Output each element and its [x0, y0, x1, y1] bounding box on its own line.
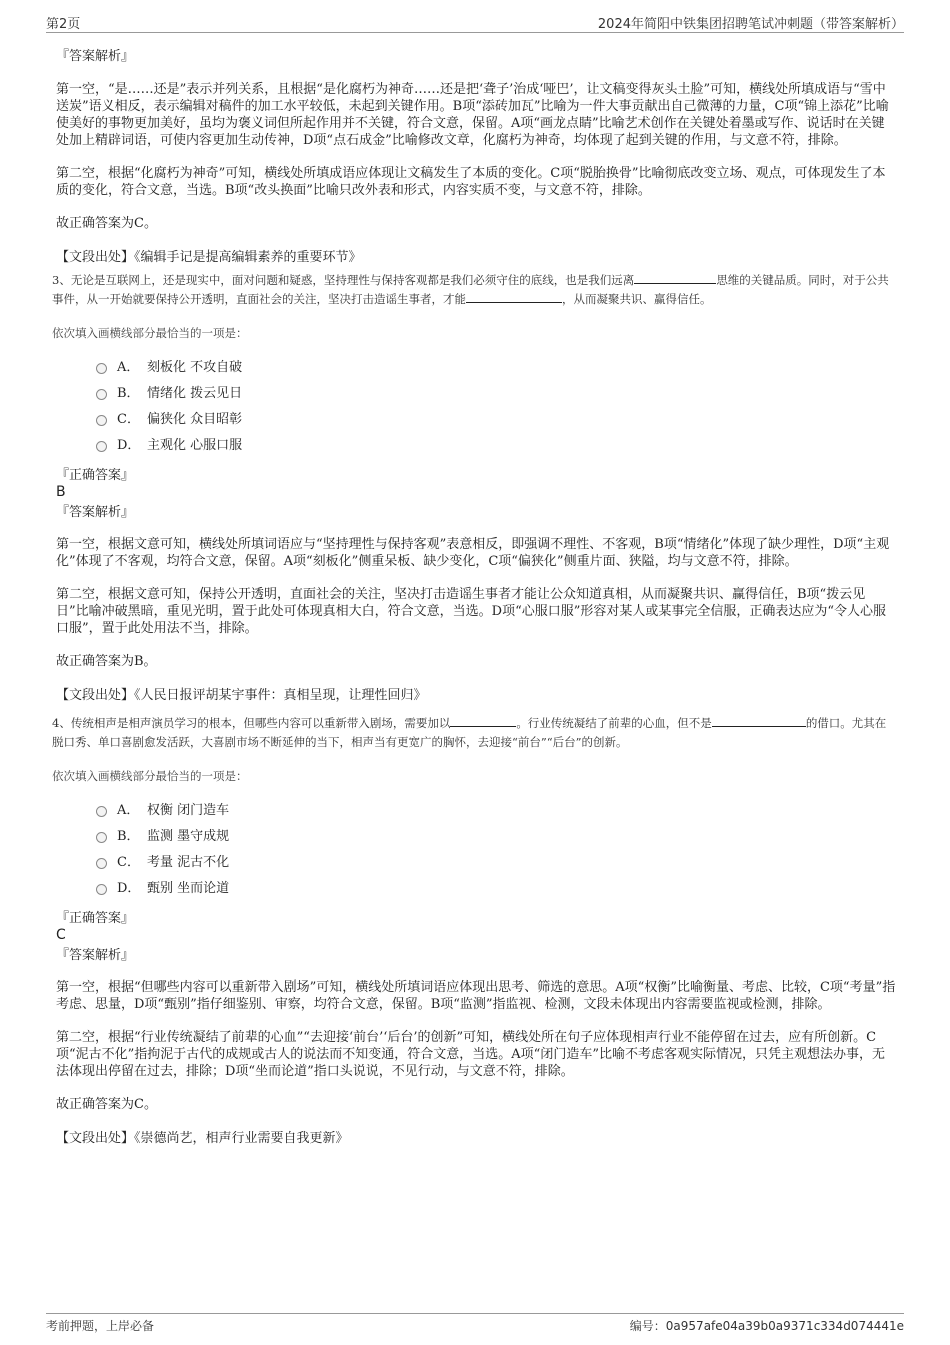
q4-correct-label: 『正确答案』	[56, 911, 135, 926]
q3-blank-2	[466, 290, 562, 303]
q4-analysis-para1: 第一空，根据“但哪些内容可以重新带入剧场”可知，横线处所填词语应体现出思考、筛选的意思。A项“权衡”比喻衡量、考虑、比较，C项“考量”指考虑、思量，D项“甄别”指仔细鉴别、审察，均符合文意，保留。B项“监测”指监视、检测，文段未体现出内容需要监视或检测，排除。	[56, 980, 896, 1012]
page-header	[46, 10, 904, 33]
q3-correct-answer: B	[56, 484, 66, 500]
q4-option-a[interactable]	[96, 798, 896, 824]
radio-icon[interactable]	[96, 363, 107, 374]
q2-analysis-para1: 第一空，“是……还是”表示并列关系，且根据“是化腐朽为神奇……还是把‘聋子’治成‘哑巴’，让文稿变得灰头土脸”可知，横线处所填成语与“雪中送炭”语义相反，表示编辑对稿件的加工水平较低，未起到关键作用。B项“添砖加瓦”比喻为一件大事贡献出自己微薄的力量，C项“锦上添花”比喻使美好的事物更加美好，虽均为褒义词但所起作用并不关键，符合文意，保留。A项“画龙点睛”比喻艺术创作在关键处着墨或写作、说话时在关键处加上精辟词语，可使内容更加生动传神，D项“点石成金”比喻修改文章，化腐朽为神奇，均体现了起到关键的作用，与文意不符，排除。	[56, 82, 889, 148]
q4-blank-1	[450, 714, 516, 727]
q3-stem-part1: 3、无论是互联网上，还是现实中，面对问题和疑惑，坚持理性与保持客观都是我们必须守住的底线，也是我们远离	[52, 273, 635, 287]
q4-stem	[52, 714, 896, 752]
q4-conclusion: 故正确答案为C。	[56, 1097, 157, 1112]
option-letter: A．	[117, 360, 140, 375]
q4-correct-answer: C	[56, 927, 66, 943]
option-letter: C．	[117, 412, 140, 427]
q3-source: 【文段出处】《人民日报评胡某宇事件：真相呈现，让理性回归》	[56, 688, 427, 703]
option-letter: A．	[117, 803, 140, 818]
page-footer	[46, 1313, 904, 1334]
q4-analysis-label: 『答案解析』	[56, 948, 135, 963]
q4-stem-part2: 。行业传统凝结了前辈的心血，但不是	[516, 716, 712, 730]
main-content	[52, 44, 896, 1147]
q4-stem-part1: 4、传统相声是相声演员学习的根本，但哪些内容可以重新带入剧场，需要加以	[52, 716, 451, 730]
radio-icon[interactable]	[96, 806, 107, 817]
footer-slogan: 考前押题，上岸必备	[46, 1319, 155, 1333]
radio-icon[interactable]	[96, 415, 107, 426]
q2-analysis-label: 『答案解析』	[56, 49, 135, 64]
option-text: 权衡 闭门造车	[147, 803, 230, 818]
q3-option-a[interactable]	[96, 355, 896, 381]
q4-source: 【文段出处】《崇德尚艺，相声行业需要自我更新》	[56, 1131, 349, 1146]
q3-analysis-label: 『答案解析』	[56, 505, 135, 520]
q3-stem	[52, 271, 896, 309]
q3-conclusion: 故正确答案为B。	[56, 654, 157, 669]
option-letter: D．	[117, 881, 141, 896]
q4-options	[56, 798, 896, 902]
q3-stem-part2: 思维的关键品质。同时，对于公共事件，从一开始就要保持公开透明，直面社会的关注，坚决打击造谣生事者，才能	[52, 273, 889, 306]
q4-option-b[interactable]	[96, 824, 896, 850]
option-text: 主观化 心服口服	[147, 438, 243, 453]
q3-option-c[interactable]	[96, 407, 896, 433]
q2-conclusion: 故正确答案为C。	[56, 216, 157, 231]
option-text: 考量 泥古不化	[147, 855, 230, 870]
document-title: 2024年简阳中铁集团招聘笔试冲刺题（带答案解析）	[597, 17, 904, 32]
q4-stem-part3: 的借口。尤其在脱口秀、单口喜剧愈发活跃，大喜剧市场不断延伸的当下，相声当有更宽广的胸怀，去迎接“前台”“后台”的创新。	[52, 716, 887, 749]
document-id: 编号：0a957afe04a39b0a9371c334d074441e	[629, 1319, 904, 1333]
q4-option-d[interactable]	[96, 876, 896, 902]
option-text: 情绪化 拨云见日	[147, 386, 243, 401]
q3-options	[56, 355, 896, 459]
q4-blank-2	[712, 714, 806, 727]
q4-prompt: 依次填入画横线部分最恰当的一项是：	[52, 769, 248, 783]
option-letter: D．	[117, 438, 141, 453]
option-letter: C．	[117, 855, 140, 870]
q3-correct-label: 『正确答案』	[56, 468, 135, 483]
radio-icon[interactable]	[96, 441, 107, 452]
option-text: 监测 墨守成规	[147, 829, 230, 844]
q2-source: 【文段出处】《编辑手记是提高编辑素养的重要环节》	[56, 250, 362, 265]
option-letter: B．	[117, 829, 140, 844]
option-text: 偏狭化 众目昭彰	[147, 412, 243, 427]
q3-stem-part3: ，从而凝聚共识、赢得信任。	[562, 292, 712, 306]
q4-analysis-para2: 第二空，根据“行业传统凝结了前辈的心血”“去迎接‘前台’‘后台’的创新”可知，横线处所在句子应体现相声行业不能停留在过去，应有所创新。C项“泥古不化”指拘泥于古代的成规或古人的说法而不知变通，符合文意，当选。A项“闭门造车”比喻不考虑客观实际情况，只凭主观想法办事，无法体现出停留在过去，排除；D项“坐而论道”指口头说说，不见行动，与文意不符，排除。	[56, 1030, 885, 1079]
q3-analysis-para2: 第二空，根据文意可知，保持公开透明，直面社会的关注，坚决打击造谣生事者才能让公众知道真相，从而凝聚共识、赢得信任，B项“拨云见日”比喻冲破黑暗，重见光明，置于此处可体现真相大白，符合文意，当选。D项“心服口服”形容对某人或某事完全信服，正确表达应为“令人心服口服”，置于此处用法不当，排除。	[56, 587, 887, 636]
q2-analysis-para2: 第二空，根据“化腐朽为神奇”可知，横线处所填成语应体现让文稿发生了本质的变化。C项“脱胎换骨”比喻彻底改变立场、观点，可体现发生了本质的变化，符合文意，当选。B项“改头换面”比喻只改外表和形式，内容实质不变，与文意不符，排除。	[56, 166, 886, 198]
option-letter: B．	[117, 386, 140, 401]
radio-icon[interactable]	[96, 858, 107, 869]
q4-option-c[interactable]	[96, 850, 896, 876]
q3-option-b[interactable]	[96, 381, 896, 407]
radio-icon[interactable]	[96, 832, 107, 843]
option-text: 甄别 坐而论道	[147, 881, 230, 896]
q3-blank-1	[634, 271, 716, 284]
page-number: 第2页	[46, 17, 81, 32]
q3-prompt: 依次填入画横线部分最恰当的一项是：	[52, 326, 248, 340]
radio-icon[interactable]	[96, 884, 107, 895]
q3-option-d[interactable]	[96, 433, 896, 459]
q3-analysis-para1: 第一空，根据文意可知，横线处所填词语应与“坚持理性与保持客观”表意相反，即强调不理性、不客观，B项“情绪化”体现了缺少理性，D项“主观化”体现了不客观，均符合文意，保留。A项“刻板化”侧重呆板、缺少变化，C项“偏狭化”侧重片面、狭隘，均与文意不符，排除。	[56, 537, 890, 569]
option-text: 刻板化 不攻自破	[147, 360, 243, 375]
radio-icon[interactable]	[96, 389, 107, 400]
